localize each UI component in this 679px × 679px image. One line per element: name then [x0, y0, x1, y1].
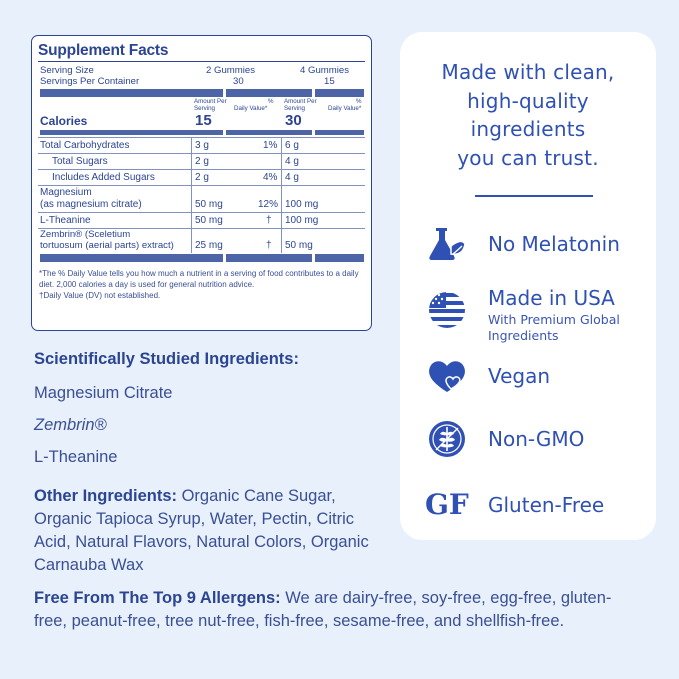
- nutrient-label: Total Sugars: [52, 156, 108, 167]
- nutrient-amt2: 4 g: [285, 156, 299, 167]
- allergen-statement: [34, 587, 644, 633]
- heart-icon: [427, 356, 467, 396]
- calories-row: [38, 113, 365, 130]
- ingredient-item: Magnesium Citrate: [34, 384, 173, 402]
- nutrient-amt2: 50 mg: [285, 240, 313, 251]
- nutrient-dv1: 4%: [263, 172, 278, 183]
- col2-header: 4 Gummies: [300, 65, 350, 76]
- nutrient-dv1: 1%: [263, 140, 278, 151]
- nutrient-amt1: 25 mg: [195, 240, 223, 251]
- calories-col1: 15: [195, 112, 212, 129]
- bar-segment: [315, 89, 364, 97]
- feature-no-melatonin: [400, 224, 656, 274]
- feature-label: Made in USA: [488, 286, 615, 310]
- col1-header: 2 Gummies: [206, 65, 256, 76]
- nutrient-dv1: †: [266, 240, 272, 251]
- dv-header-row: [38, 97, 365, 113]
- bar-segment: [40, 254, 223, 262]
- feature-label: Gluten-Free: [488, 493, 605, 517]
- nutrient-dv1: †: [266, 215, 272, 226]
- nutrient-row: [38, 137, 365, 153]
- other-ingredients: [34, 485, 374, 577]
- feature-vegan: [400, 356, 656, 406]
- pct-label: %: [268, 98, 274, 105]
- feature-label: Vegan: [488, 364, 551, 388]
- nutrient-table: [38, 137, 365, 253]
- nutrient-label: Total Carbohydrates: [40, 140, 130, 151]
- col1-servings: 30: [233, 76, 244, 87]
- ingredient-item: Zembrin®: [34, 416, 107, 434]
- bar-segment: [40, 130, 223, 135]
- column-divider: [281, 137, 282, 253]
- serving-size-row: [38, 65, 365, 76]
- feature-label: No Melatonin: [488, 232, 620, 256]
- nutrient-row: [38, 228, 365, 253]
- serving-size-label: Serving Size: [40, 65, 94, 76]
- nutrient-amt2: 6 g: [285, 140, 299, 151]
- scientific-ingredients-heading: Scientifically Studied Ingredients:: [34, 350, 299, 368]
- gluten-free-icon: GF: [425, 488, 469, 521]
- nutrient-label-2: tortuosum (aerial parts) extract): [40, 240, 174, 251]
- nutrient-row: [38, 169, 365, 185]
- dv-footnote: *The % Daily Value tells you how much a nutrient in a serving of food contributes to a daily diet. 2,000 calories a day is used for general nutrition advice.: [39, 269, 359, 289]
- facts-divider: [38, 61, 365, 62]
- nutrient-label: Includes Added Sugars: [52, 172, 155, 183]
- usa-flag-icon: [427, 290, 467, 330]
- nutrient-amt2: 4 g: [285, 172, 299, 183]
- feature-gluten-free: [400, 485, 656, 535]
- allergen-text: We are dairy-free, soy-free, egg-free, gluten-free, peanut-free, tree nut-free, fish-free, sesame-free, and shellfish-free.: [34, 589, 612, 630]
- bar-segment: [315, 130, 364, 135]
- pct-label-2: %: [356, 98, 362, 105]
- calories-label: Calories: [40, 114, 88, 128]
- daily-value-label-2: Daily Value*: [328, 105, 362, 112]
- serving-label-2: Serving: [284, 105, 305, 112]
- nutrient-amt1: 2 g: [195, 172, 209, 183]
- headline-line: Made with clean,: [441, 60, 615, 84]
- feature-non-gmo: [400, 419, 656, 469]
- bottom-bar: [38, 254, 365, 262]
- other-ingredients-label: Other Ingredients:: [34, 487, 178, 505]
- card-headline: [400, 58, 656, 172]
- supplement-facts-panel: [31, 35, 372, 331]
- bar-segment: [40, 89, 223, 97]
- nutrient-amt2: 100 mg: [285, 199, 319, 210]
- nutrient-amt1: 3 g: [195, 140, 209, 151]
- feature-sublabel: Ingredients: [488, 328, 559, 343]
- calories-rule: [38, 130, 365, 135]
- bar-segment: [226, 130, 312, 135]
- nutrient-label-2: (as magnesium citrate): [40, 199, 142, 210]
- nutrient-label: Zembrin® (Sceletium: [40, 229, 131, 240]
- headline-divider: [475, 195, 593, 197]
- nutrient-row: [38, 185, 365, 212]
- col2-servings: 15: [324, 76, 335, 87]
- dv-not-established-note: †Daily Value (DV) not established.: [39, 291, 161, 300]
- feature-sublabel: With Premium Global: [488, 312, 620, 327]
- headline-line: you can trust.: [457, 145, 599, 170]
- claims-card: [400, 32, 656, 540]
- bar-segment: [226, 254, 312, 262]
- amount-per-label: Amount Per: [194, 98, 227, 105]
- daily-value-label: Daily Value*: [234, 105, 268, 112]
- column-divider: [191, 137, 192, 253]
- servings-per-container-label: Servings Per Container: [40, 76, 140, 87]
- header-bar: [38, 89, 365, 97]
- servings-per-container-row: [38, 76, 365, 87]
- other-ingredients-text: Organic Cane Sugar, Organic Tapioca Syrup, Water, Pectin, Citric Acid, Natural Flavors, Natural Colors, Organic Carnauba Wax: [34, 487, 369, 574]
- bar-segment: [226, 89, 312, 97]
- non-gmo-icon: [427, 419, 467, 459]
- no-melatonin-icon: [427, 224, 467, 264]
- ingredient-item: L-Theanine: [34, 448, 118, 466]
- allergen-label: Free From The Top 9 Allergens:: [34, 589, 281, 607]
- nutrient-label: L-Theanine: [40, 215, 91, 226]
- nutrient-dv1: 12%: [258, 199, 279, 210]
- nutrient-amt1: 2 g: [195, 156, 209, 167]
- nutrient-amt2: 100 mg: [285, 215, 319, 226]
- amount-per-label-2: Amount Per: [284, 98, 317, 105]
- feature-label: Non-GMO: [488, 427, 585, 451]
- nutrient-amt1: 50 mg: [195, 215, 223, 226]
- feature-made-in-usa: [400, 286, 656, 346]
- nutrient-amt1: 50 mg: [195, 199, 223, 210]
- serving-label: Serving: [194, 105, 215, 112]
- facts-title: Supplement Facts: [38, 42, 169, 59]
- calories-col2: 30: [285, 112, 302, 129]
- bar-segment: [315, 254, 364, 262]
- nutrient-row: [38, 212, 365, 228]
- headline-line: high-quality: [467, 88, 589, 113]
- nutrient-label: Magnesium: [40, 187, 92, 198]
- nutrient-row: [38, 153, 365, 169]
- headline-line: ingredients: [470, 117, 586, 141]
